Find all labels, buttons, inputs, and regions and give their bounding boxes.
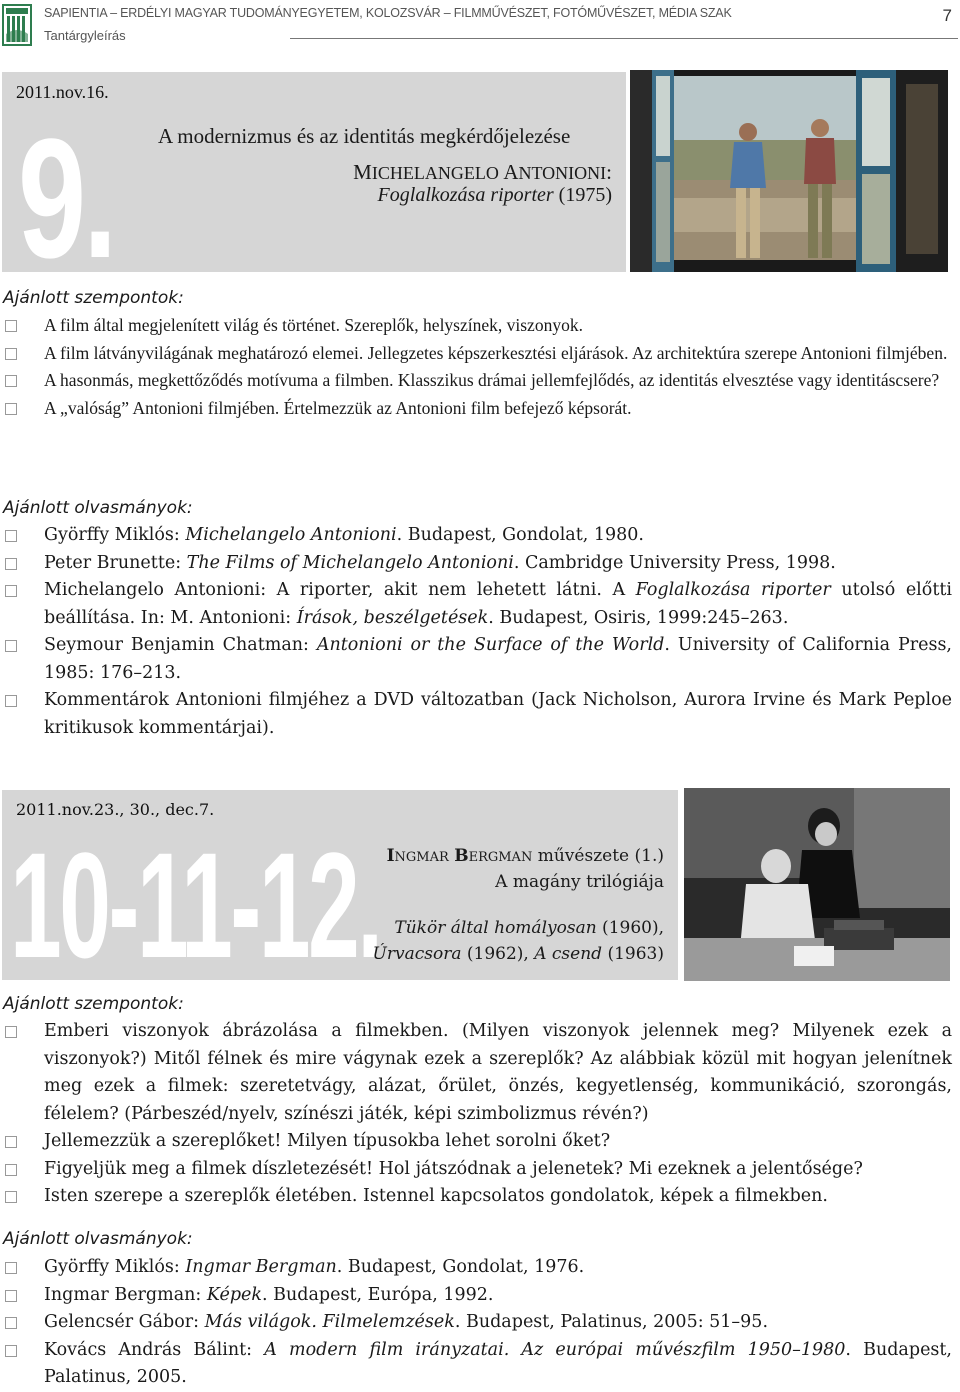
session-9-readings-heading: Ajánlott olvasmányok: — [3, 498, 193, 518]
bullet-box-icon — [5, 1026, 17, 1038]
list-item: Ingmar Bergman: Képek. Budapest, Európa, 1992. — [0, 1282, 952, 1310]
document-subtitle: Tantárgyleírás — [44, 28, 126, 43]
bullet-box-icon — [5, 1262, 17, 1274]
session-9-aspects-list — [0, 312, 952, 422]
list-item: Kommentárok Antonioni filmjéhez a DVD változatban (Jack Nicholson, Aurora Irvine és Mark Peploe kritikusok kommentárjai). — [0, 687, 952, 742]
session-9-title: A modernizmus és az identitás megkérdőjelezése — [158, 124, 571, 148]
list-item: Peter Brunette: The Films of Michelangelo Antonioni. Cambridge University Press, 1998. — [0, 550, 952, 578]
session-9-banner — [2, 72, 626, 294]
session-10-director: INGMAR BERGMAN művészete (1.) — [386, 846, 664, 866]
list-item: A film által megjelenített világ és történet. Szereplők, helyszínek, viszonyok. — [0, 312, 952, 340]
bullet-box-icon — [5, 1290, 17, 1302]
list-item: Michelangelo Antonioni: A riporter, akit nem lehetett látni. A Foglalkozása riporter utolsó előtti beállítása. In: M. Antonioni: Írások, beszélgetések. Budapest, Osiris, 1999:245–263. — [0, 577, 952, 632]
bullet-box-icon — [5, 1345, 17, 1357]
bullet-box-icon — [5, 320, 17, 332]
session-10-film-2-3: Úrvacsora (1962), A csend (1963) — [372, 944, 664, 964]
session-10-aspects-list — [0, 1018, 952, 1211]
session-10-film-1: Tükör által homályosan (1960), — [394, 918, 664, 938]
list-item: Emberi viszonyok ábrázolása a filmekben. (Milyen viszonyok jelennek meg? Milyenek ezek a viszonyok?) Mitől félnek és mire vágynak ezek a szereplők? Az alábbiak közül mit hogyan jelenítnek meg ezek a filmek: szeretetvágy, alázat, őrület, önzés, kegyetlenség, kommunikáció, szorongás, félelem? (Párbeszéd/nyelv, színészi játék, képi szimbolizmus révén?) — [0, 1018, 952, 1128]
bullet-box-icon — [5, 403, 17, 415]
session-9-aspects-heading: Ajánlott szempontok: — [3, 288, 184, 308]
bullet-box-icon — [5, 695, 17, 707]
list-item: Györffy Miklós: Ingmar Bergman. Budapest, Gondolat, 1976. — [0, 1254, 952, 1282]
list-item: Jellemezzük a szereplőket! Milyen típusokba lehet sorolni őket? — [0, 1128, 952, 1156]
session-10-subtitle: A magány trilógiája — [495, 872, 664, 892]
bullet-box-icon — [5, 1191, 17, 1203]
bullet-box-icon — [5, 348, 17, 360]
list-item: A „valóság” Antonioni filmjében. Értelmezzük az Antonioni film befejező képsorát. — [0, 395, 952, 423]
bullet-box-icon — [5, 1317, 17, 1329]
institution-name: SAPIENTIA – ERDÉLYI MAGYAR TUDOMÁNYEGYETEM, KOLOZSVÁR – FILMMŰVÉSZET, FOTÓMŰVÉSZET, MÉDIA SZAK — [44, 6, 732, 20]
session-10-banner — [2, 790, 678, 989]
session-10-date: 2011.nov.23., 30., dec.7. — [16, 800, 215, 819]
session-10-readings-heading: Ajánlott olvasmányok: — [3, 1229, 193, 1249]
list-item: A hasonmás, megkettőződés motívuma a filmben. Klasszikus drámai jellemfejlődés, az identitás elvesztése vagy identitáscsere? — [0, 367, 952, 395]
list-item: Isten szerepe a szereplők életében. Istennel kapcsolatos gondolatok, képek a filmekben. — [0, 1183, 952, 1211]
bullet-box-icon — [5, 1136, 17, 1148]
bullet-box-icon — [5, 558, 17, 570]
session-9-number: 9. — [18, 104, 115, 294]
session-9-director: MICHELANGELO ANTONIONI: — [353, 160, 612, 184]
bullet-box-icon — [5, 585, 17, 597]
bullet-box-icon — [5, 375, 17, 387]
session-10-number: 10-11-12. — [10, 821, 381, 989]
session-9-date: 2011.nov.16. — [16, 82, 109, 102]
film-still-the-silence — [684, 788, 950, 981]
session-9-film: Foglalkozása riporter (1975) — [377, 184, 612, 206]
session-10-aspects-heading: Ajánlott szempontok: — [3, 994, 184, 1014]
session-9-readings-list — [0, 522, 952, 742]
list-item: Györffy Miklós: Michelangelo Antonioni. Budapest, Gondolat, 1980. — [0, 522, 952, 550]
list-item: Figyeljük meg a filmek díszletezését! Hol játszódnak a jelenetek? Mi ezeknek a jelentősége? — [0, 1156, 952, 1184]
header-divider — [290, 38, 958, 39]
bullet-box-icon — [5, 530, 17, 542]
list-item: Seymour Benjamin Chatman: Antonioni or the Surface of the World. University of California Press, 1985: 176–213. — [0, 632, 952, 687]
list-item: A film látványvilágának meghatározó elemei. Jellegzetes képszerkesztési eljárások. Az architektúra szerepe Antonioni filmjében. — [0, 340, 952, 368]
page-number: 7 — [942, 6, 952, 25]
list-item: Gelencsér Gábor: Más világok. Filmelemzések. Budapest, Palatinus, 2005: 51–95. — [0, 1309, 952, 1337]
university-logo-icon — [2, 4, 32, 46]
bullet-box-icon — [5, 1164, 17, 1176]
film-still-passenger — [630, 70, 948, 272]
session-10-readings-list — [0, 1254, 952, 1392]
list-item: Kovács András Bálint: A modern film irányzatai. Az európai művészfilm 1950–1980. Budapest, Palatinus, 2005. — [0, 1337, 952, 1392]
bullet-box-icon — [5, 640, 17, 652]
page-header — [0, 0, 960, 50]
